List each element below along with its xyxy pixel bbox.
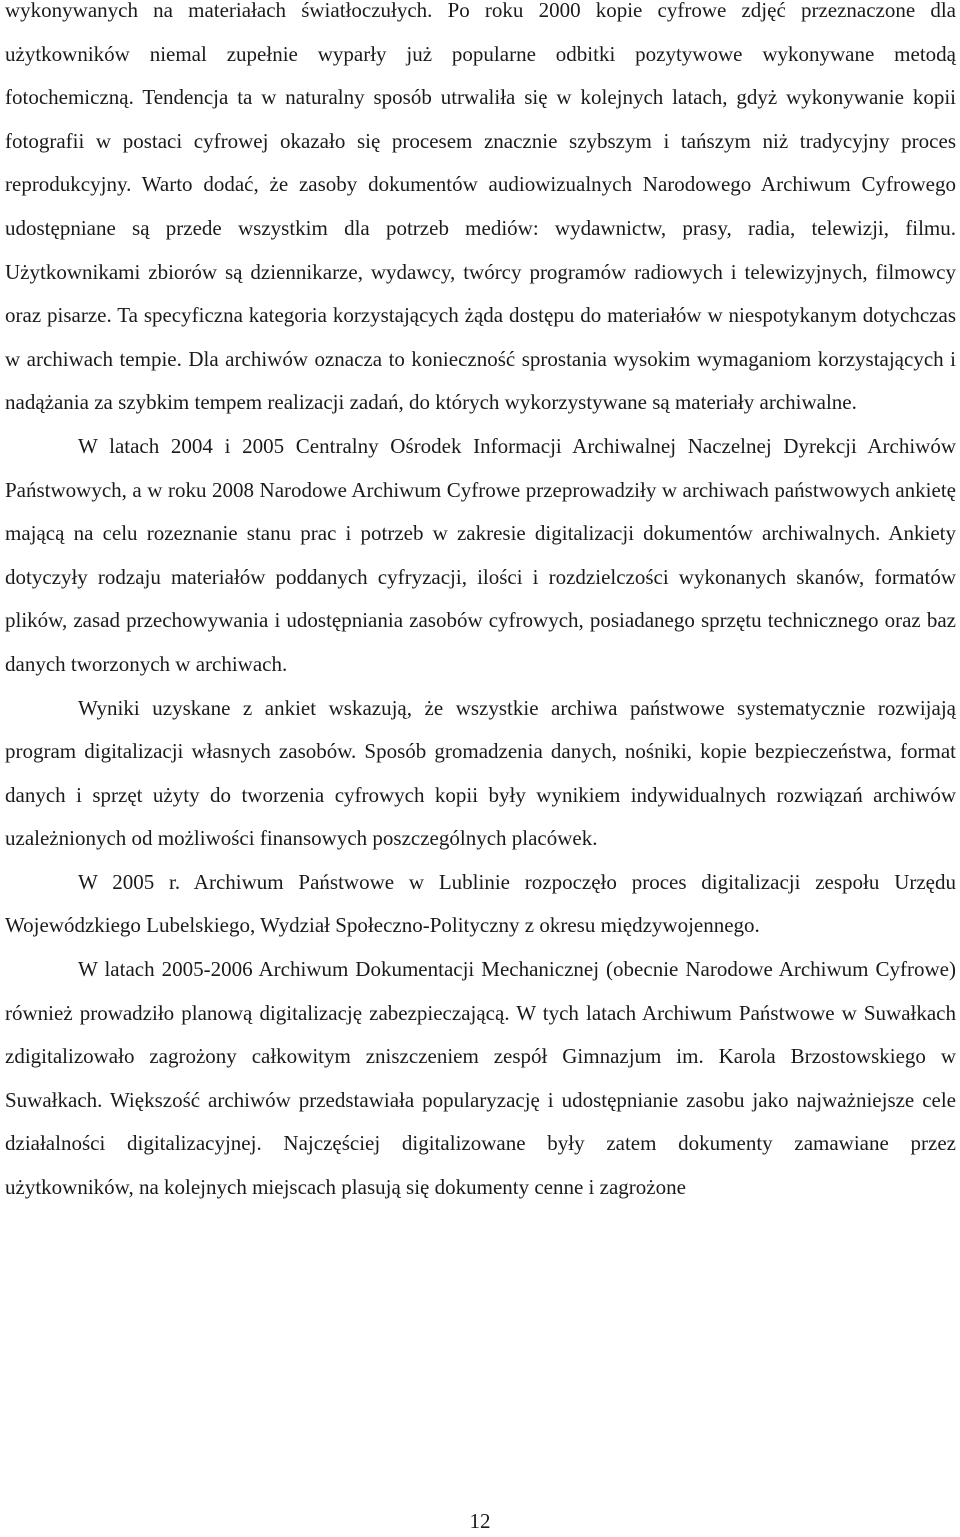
paragraph-survey: W latach 2004 i 2005 Centralny Ośrodek Informacji Archiwalnej Naczelnej Dyrekcji Archiwów Państwowych, a w roku 2008 Narodowe Archiwum Cyfrowe przeprowadziły w archiwach państwowych ankietę mającą na celu rozeznanie stanu prac i potrzeb w zakresie digitalizacji dokumentów archiwalnych. Ankiety dotyczyły rodzaju materiałów poddanych cyfryzacji, ilości i rozdzielczości wykonanych skanów, formatów plików, zasad przechowywania i udostępniania zasobów cyfrowych, posiadanego sprzętu technicznego oraz baz danych tworzonych w archiwach.: [5, 433, 956, 676]
paragraph-continuation: wykonywanych na materiałach światłoczułych. Po roku 2000 kopie cyfrowe zdjęć przeznaczone dla użytkowników niemal zupełnie wyparły już popularne odbitki pozytywowe wykonywane metodą fotochemiczną. Tendencja ta w naturalny sposób utrwaliła się w kolejnych latach, gdyż wykonywanie kopii fotografii w postaci cyfrowej okazało się procesem znacznie szybszym i tańszym niż tradycyjny proces reprodukcyjny. Warto dodać, że zasoby dokumentów audiowizualnych Narodowego Archiwum Cyfrowego udostępniane są przede wszystkim dla potrzeb mediów: wydawnictw, prasy, radia, telewizji, filmu. Użytkownikami zbiorów są dziennikarze, wydawcy, twórcy programów radiowych i telewizyjnych, filmowcy oraz pisarze. Ta specyficzna kategoria korzystających żąda dostępu do materiałów w niespotykanym dotychczas w archiwach tempie. Dla archiwów oznacza to konieczność sprostania wysokim wymaganiom korzystających i nadążania za szybkim tempem realizacji zadań, do których wykorzystywane są materiały archiwalne.: [5, 0, 956, 415]
page-number: 12: [469, 1509, 491, 1533]
paragraph-survey-results: Wyniki uzyskane z ankiet wskazują, że wszystkie archiwa państwowe systematycznie rozwijają program digitalizacji własnych zasobów. Sposób gromadzenia danych, nośniki, kopie bezpieczeństwa, format danych i sprzęt użyty do tworzenia cyfrowych kopii były wynikiem indywidualnych rozwiązań archiwów uzależnionych od możliwości finansowych poszczególnych placówek.: [5, 695, 956, 851]
paragraph-2005-2006: W latach 2005-2006 Archiwum Dokumentacji Mechanicznej (obecnie Narodowe Archiwum Cyfrowe) również prowadziło planową digitalizację zabezpieczającą. W tych latach Archiwum Państwowe w Suwałkach zdigitalizowało zagrożony całkowitym zniszczeniem zespół Gimnazjum im. Karola Brzostowskiego w Suwałkach. Większość archiwów przedstawiała popularyzację i udostępnianie zasobu jako najważniejsze cele działalności digitalizacyjnej. Najczęściej digitalizowane były zatem dokumenty zamawiane przez użytkowników, na kolejnych miejscach plasują się dokumenty cenne i zagrożone: [5, 957, 956, 1200]
body-text: [5, 0, 956, 1210]
paragraph-lublin: W 2005 r. Archiwum Państwowe w Lublinie rozpoczęło proces digitalizacji zespołu Urzędu Wojewódzkiego Lubelskiego, Wydział Społeczno-Polityczny z okresu międzywojennego.: [5, 869, 956, 938]
